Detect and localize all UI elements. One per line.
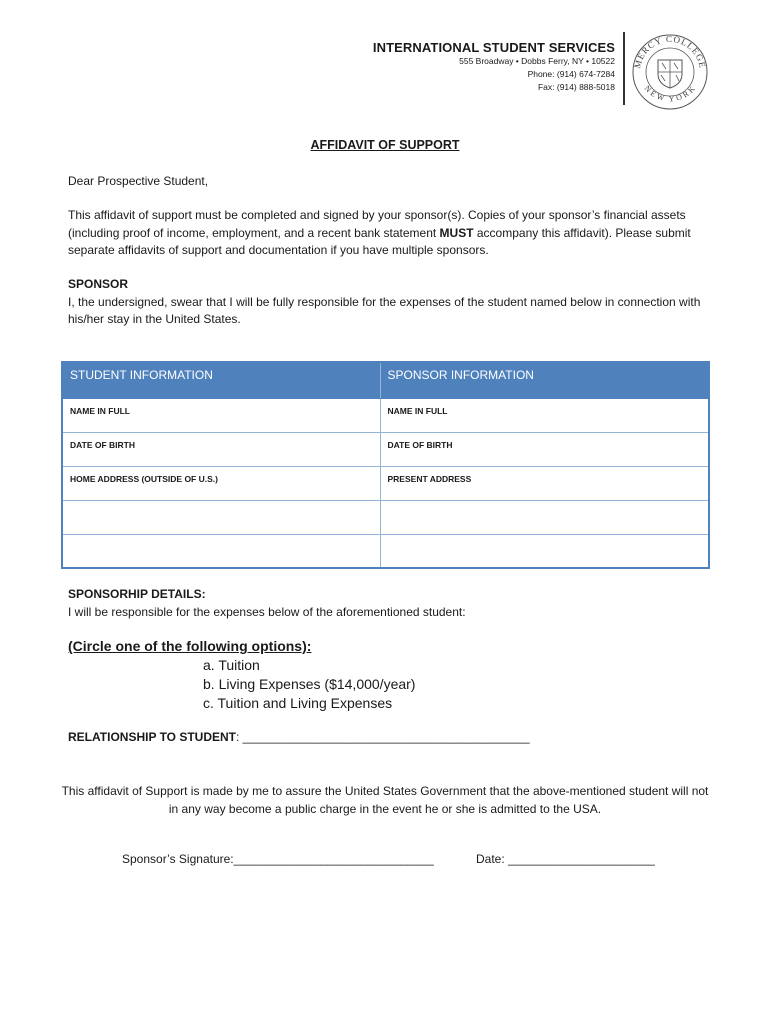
sponsor-address-line-2[interactable] (380, 500, 709, 534)
signature-field[interactable]: Sponsor’s Signature:______________________________ (122, 852, 434, 866)
seal-top-text: MERCY COLLEGE (632, 33, 708, 70)
relationship-field[interactable] (68, 730, 530, 744)
header-divider (623, 32, 625, 105)
sponsor-present-address-field[interactable]: PRESENT ADDRESS (380, 466, 709, 500)
table-header-row (62, 362, 709, 398)
table-row (62, 500, 709, 534)
sponsor-address-line-3[interactable] (380, 534, 709, 568)
intro-text-2: accompany this affidavit). Please submit separate affidavits of support and documentation if you have multiple sponsors. (68, 225, 691, 257)
intro-text-1: This affidavit of support must be completed and signed by your sponsor(s). Copies of your sponsor’s financial assets (including proof of income, employment, and a recent bank statement (68, 208, 686, 240)
relationship-label: RELATIONSHIP TO STUDENT (68, 730, 237, 744)
shield-icon (658, 60, 682, 88)
options-list (203, 656, 415, 713)
options-title: (Circle one of the following options): (68, 638, 312, 654)
table-row (62, 432, 709, 466)
table-row (62, 398, 709, 432)
date-field[interactable]: Date: ______________________ (476, 852, 655, 866)
option-living-expenses[interactable]: b. Living Expenses ($14,000/year) (203, 676, 416, 692)
office-address: 555 Broadway • Dobbs Ferry, NY • 10522 (459, 56, 615, 66)
intro-paragraph (68, 207, 708, 260)
greeting: Dear Prospective Student, (68, 174, 209, 188)
sponsor-section (68, 276, 708, 329)
option-tuition-and-living[interactable]: c. Tuition and Living Expenses (203, 695, 393, 711)
sponsorship-details (68, 586, 708, 621)
table-row (62, 534, 709, 568)
information-table (61, 361, 710, 569)
sponsor-statement: I, the undersigned, swear that I will be fully responsible for the expenses of the student named below in connection with his/her stay in the United States. (68, 294, 701, 326)
student-name-field[interactable]: NAME IN FULL (62, 398, 380, 432)
assurance-statement: This affidavit of Support is made by me to assure the United States Government that the above-mentioned student will not in any way become a public charge in the event he or she is admitted to the USA. (61, 784, 709, 816)
office-fax: Fax: (914) 888-5018 (537, 82, 615, 92)
relationship-line: : ___________________________________________ (236, 730, 530, 744)
sponsor-dob-field[interactable]: DATE OF BIRTH (380, 432, 709, 466)
office-phone: Phone: (914) 674-7284 (527, 69, 615, 79)
seal-bottom-text: NEW YORK (642, 83, 698, 104)
student-address-line-3[interactable] (62, 534, 380, 568)
student-info-header: STUDENT INFORMATION (62, 362, 380, 398)
letterhead-text (373, 40, 615, 94)
student-address-line-2[interactable] (62, 500, 380, 534)
details-heading: SPONSORHIP DETAILS: (68, 587, 206, 601)
sponsor-info-header: SPONSOR INFORMATION (380, 362, 709, 398)
office-name: INTERNATIONAL STUDENT SERVICES (372, 40, 615, 55)
document-title: AFFIDAVIT OF SUPPORT (310, 138, 460, 152)
college-seal (630, 32, 710, 112)
table-row (62, 466, 709, 500)
sponsor-name-field[interactable]: NAME IN FULL (380, 398, 709, 432)
option-tuition[interactable]: a. Tuition (203, 657, 260, 673)
intro-must: MUST (439, 225, 474, 240)
student-dob-field[interactable]: DATE OF BIRTH (62, 432, 380, 466)
details-text: I will be responsible for the expenses below of the aforementioned student: (68, 604, 466, 619)
sponsor-heading: SPONSOR (68, 277, 129, 291)
letterhead (0, 33, 770, 110)
student-home-address-field[interactable]: HOME ADDRESS (OUTSIDE OF U.S.) (62, 466, 380, 500)
